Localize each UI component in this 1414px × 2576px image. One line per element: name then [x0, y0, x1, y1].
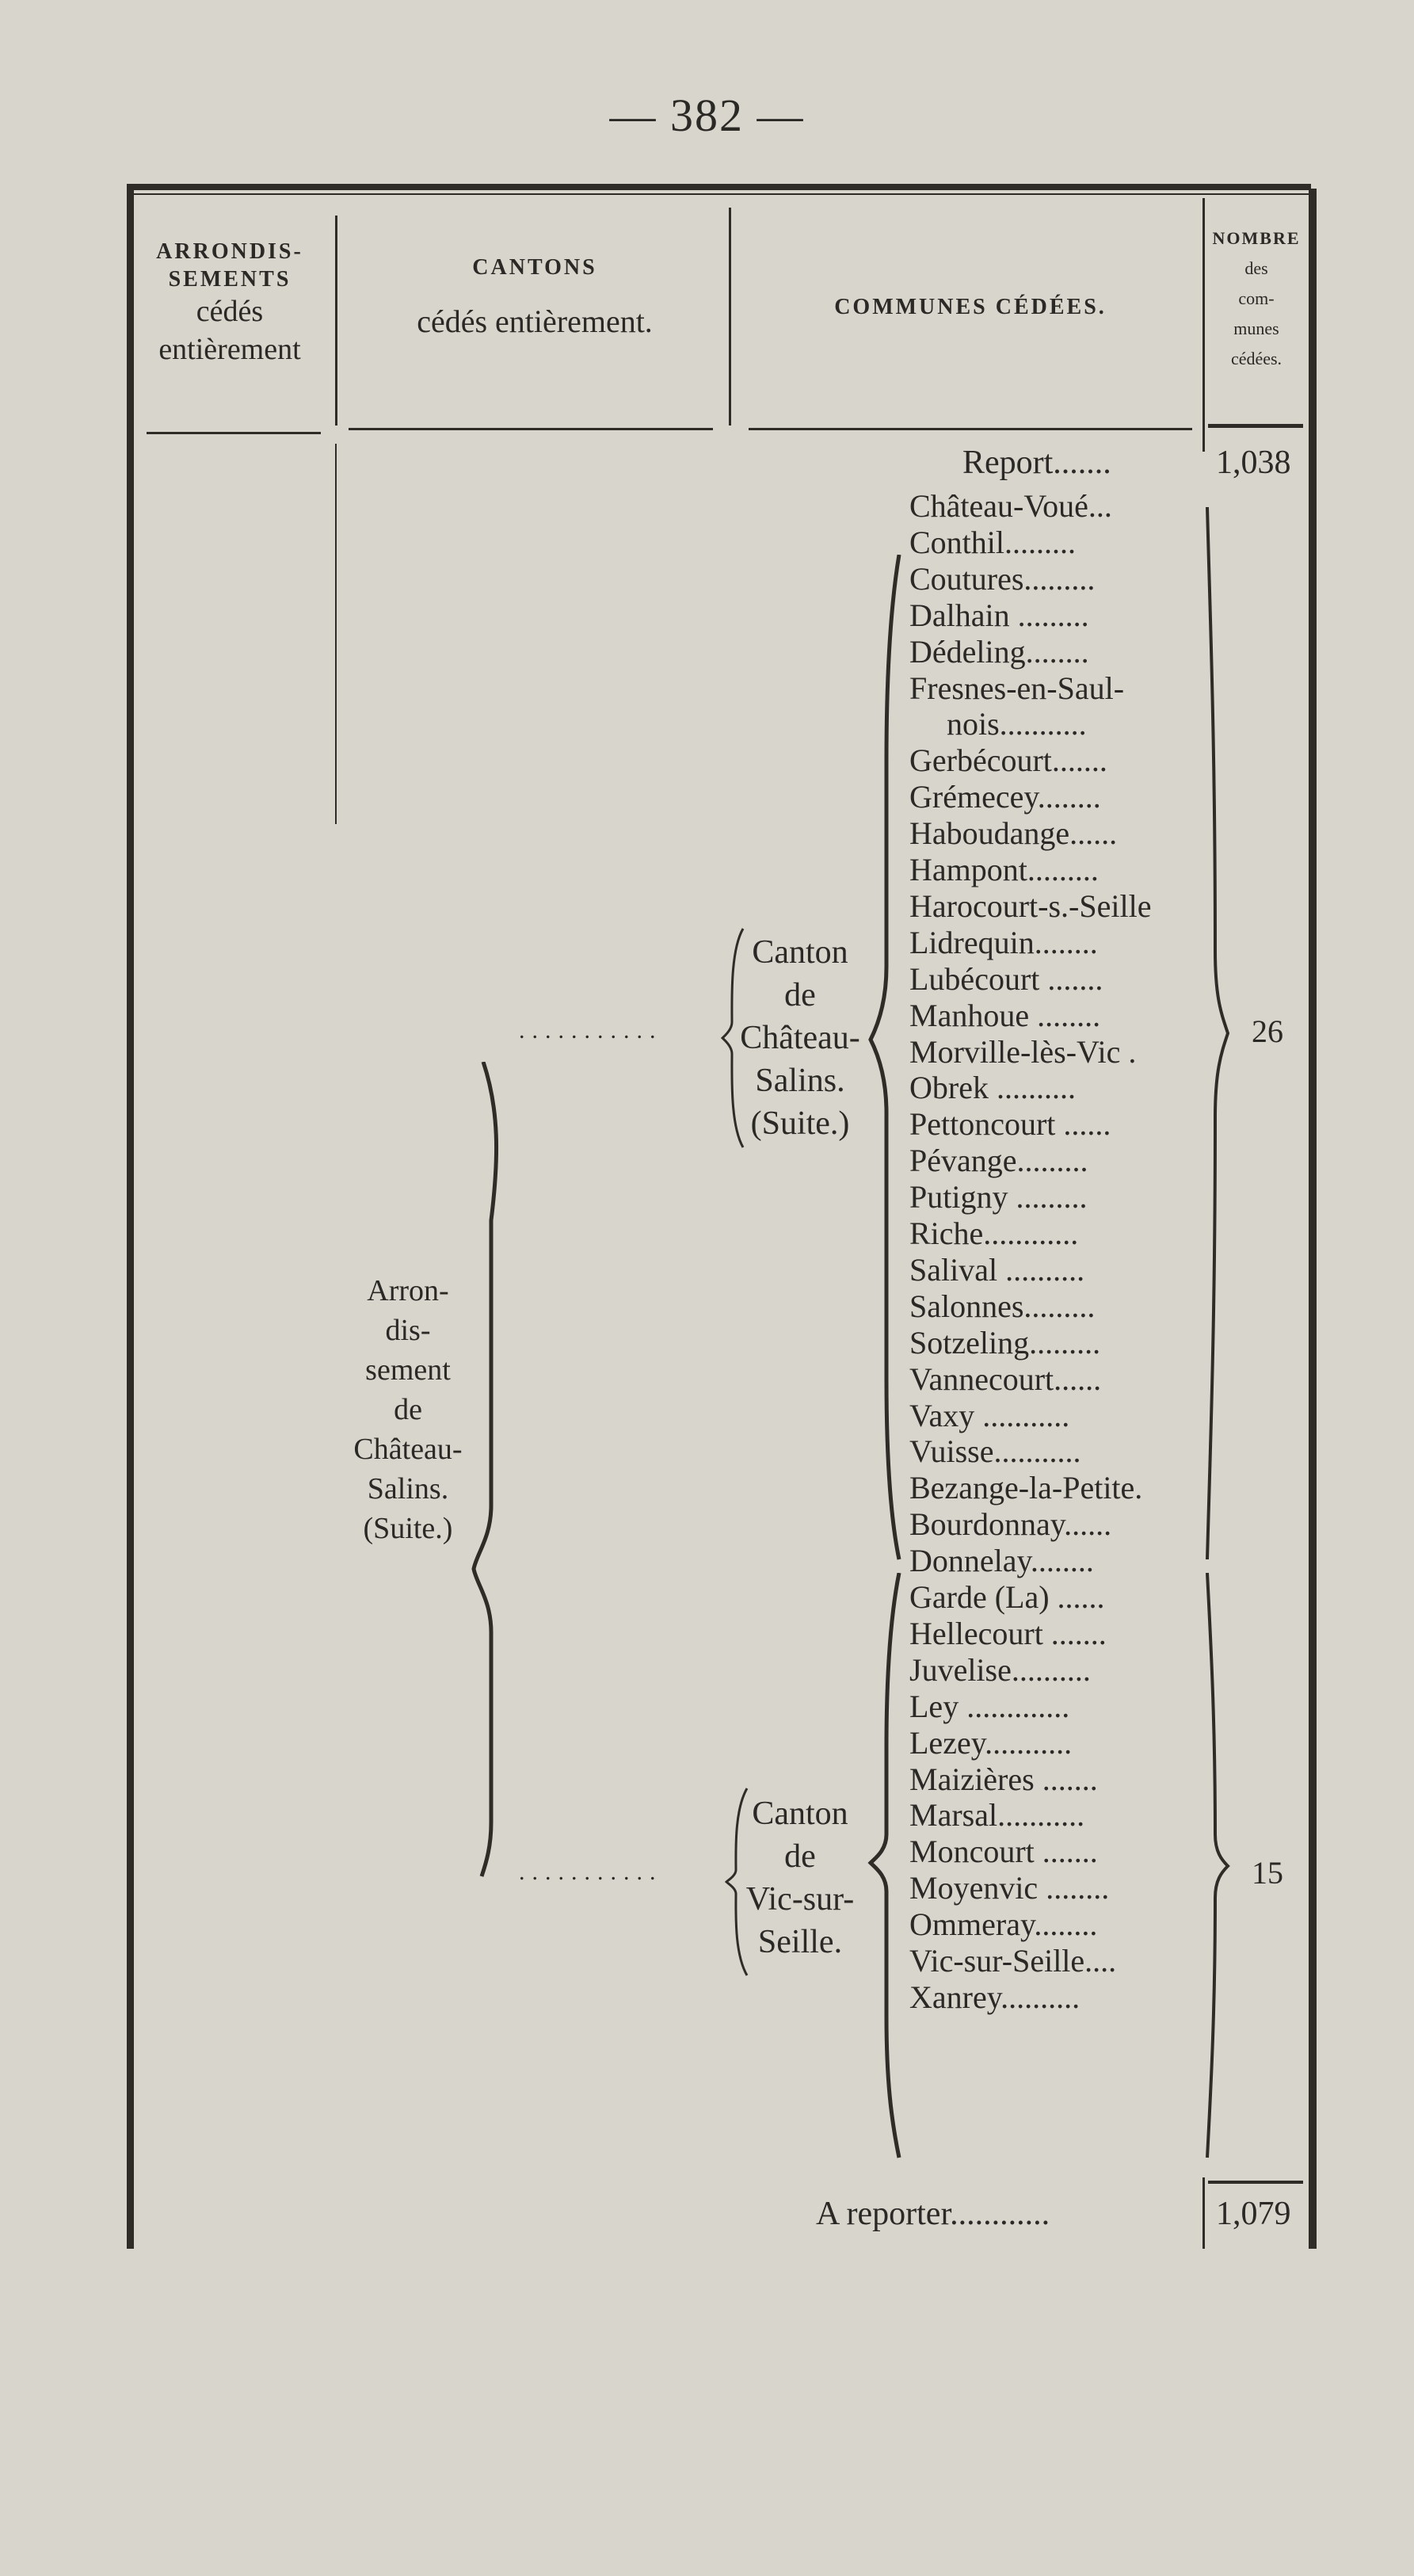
footer-value: 1,079	[1216, 2196, 1291, 2232]
commune-entry: Salonnes.........	[909, 1288, 1096, 1324]
commune-entry: Manhoue ........	[909, 997, 1101, 1033]
commune-entry: Ley .............	[909, 1688, 1070, 1724]
commune-entry: Moncourt .......	[909, 1834, 1098, 1870]
header-nombre-line-4: munes	[1233, 319, 1279, 338]
commune-entry: Bezange-la-Petite.	[909, 1470, 1143, 1506]
report-value: 1,038	[1216, 445, 1291, 481]
commune-entry: Riche............	[909, 1215, 1079, 1251]
report-label: Report.......	[962, 445, 1111, 481]
canton-2-line-1: Canton	[752, 1796, 848, 1832]
commune-entry: Vuisse...........	[909, 1433, 1081, 1470]
page-number: — 382 —	[609, 90, 805, 141]
arr-line-5: Château-	[353, 1433, 463, 1466]
commune-entry: Marsal...........	[909, 1797, 1085, 1834]
commune-entry: Bourdonnay......	[909, 1506, 1112, 1543]
commune-entry: Lezey...........	[909, 1724, 1073, 1761]
brace-communes-1	[867, 555, 907, 1561]
header-underline-cantons	[349, 428, 713, 430]
commune-entry: Juvelise..........	[909, 1651, 1091, 1688]
footer-label: A reporter............	[816, 2196, 1050, 2232]
col-divider-2	[729, 208, 731, 426]
arr-line-4: de	[394, 1393, 422, 1426]
table-left-border	[127, 189, 134, 2249]
header-arrondissements	[139, 238, 321, 368]
table-top-rule	[127, 184, 1311, 190]
commune-entry: Moyenvic ........	[909, 1870, 1110, 1906]
commune-entry: Grémecey........	[909, 779, 1101, 815]
canton-2-count: 15	[1252, 1855, 1283, 1891]
header-underline-communes	[749, 428, 1192, 430]
brace-communes-2	[867, 1573, 907, 2159]
canton-1-line-4: Salins.	[755, 1063, 845, 1099]
canton-1-line-5: (Suite.)	[750, 1105, 850, 1142]
commune-entry: Pettoncourt ......	[909, 1106, 1111, 1143]
commune-entry: Xanrey..........	[909, 1979, 1081, 2015]
commune-entry: Morville-lès-Vic .	[909, 1033, 1137, 1070]
header-nombre	[1206, 223, 1307, 374]
brace-canton-1-left	[721, 927, 745, 1149]
header-communes: COMMUNES CÉDÉES.	[834, 295, 1107, 319]
col-divider-3-bottom	[1202, 2177, 1205, 2249]
commune-entry: Salival ..........	[909, 1251, 1085, 1288]
commune-entry: Hampont.........	[909, 852, 1099, 887]
commune-entry: Dédeling........	[909, 633, 1089, 670]
header-arr-line-2: SEMENTS	[168, 267, 292, 292]
commune-entry: nois...........	[947, 706, 1087, 742]
commune-entry: Obrek ..........	[909, 1070, 1076, 1106]
canton-2-line-2: de	[784, 1838, 816, 1875]
commune-entry: Garde (La) ......	[909, 1579, 1105, 1615]
brace-arrondissement	[467, 1062, 515, 1878]
commune-entry: Fresnes-en-Saul-	[909, 670, 1125, 706]
leader-dots-canton-2: ...........	[519, 1859, 663, 1885]
footer-rule	[1208, 2181, 1303, 2184]
header-nombre-line-1: NOMBRE	[1212, 228, 1301, 248]
header-arr-line-4: entièrement	[158, 332, 301, 366]
arr-line-7: (Suite.)	[363, 1512, 453, 1545]
table-right-border	[1309, 189, 1317, 2249]
commune-entry: Maizières .......	[909, 1761, 1098, 1797]
commune-entry: Conthil.........	[909, 524, 1077, 560]
canton-1-count: 26	[1252, 1013, 1283, 1049]
commune-entry: Hellecourt .......	[909, 1615, 1107, 1651]
header-arr-line-1: ARRONDIS-	[156, 239, 303, 264]
header-underline-arr	[147, 432, 321, 434]
col-divider-3	[1202, 198, 1205, 452]
arr-line-6: Salins.	[367, 1472, 449, 1506]
brace-count-1	[1204, 507, 1236, 1561]
col-divider-1	[335, 216, 337, 426]
commune-entry: Vannecourt......	[909, 1361, 1102, 1397]
commune-entry: Gerbécourt.......	[909, 742, 1107, 779]
header-underline-nombre	[1208, 424, 1303, 428]
commune-entry: Vaxy ...........	[909, 1397, 1070, 1433]
header-nombre-line-2: des	[1244, 258, 1268, 278]
commune-entry: Harocourt-s.-Seille	[909, 887, 1152, 924]
table-top-rule-thin	[127, 193, 1311, 195]
header-nombre-line-3: com-	[1238, 288, 1275, 308]
brace-count-2	[1204, 1573, 1236, 2159]
commune-entry: Lidrequin........	[909, 924, 1098, 960]
commune-entry: Sotzeling.........	[909, 1324, 1101, 1361]
arr-line-3: sement	[365, 1353, 451, 1387]
commune-entry: Vic-sur-Seille....	[909, 1943, 1117, 1979]
commune-entry: Coutures.........	[909, 560, 1096, 597]
canton-2-line-3: Vic-sur-	[745, 1881, 855, 1918]
commune-entry: Donnelay........	[909, 1543, 1094, 1579]
commune-entry: Ommeray........	[909, 1906, 1098, 1943]
header-cantons	[349, 254, 721, 342]
header-nombre-line-5: cédées.	[1230, 349, 1283, 368]
brace-canton-2-left	[725, 1787, 749, 1977]
header-arr-line-3: cédés	[196, 295, 264, 328]
arr-line-1: Arron-	[367, 1274, 449, 1307]
arrondissement-label	[337, 1271, 479, 1548]
canton-chateau-salins-label	[737, 931, 863, 1145]
commune-entry: Putigny .........	[909, 1179, 1088, 1215]
commune-entry: Château-Voué...	[909, 488, 1112, 524]
canton-vic-sur-seille-label	[741, 1792, 859, 1963]
commune-entry: Lubécourt .......	[909, 960, 1103, 997]
header-cantons-line-1: CANTONS	[472, 255, 597, 280]
commune-entry: Pévange.........	[909, 1143, 1088, 1179]
canton-2-line-4: Seille.	[757, 1924, 843, 1960]
commune-entry: Dalhain .........	[909, 597, 1089, 633]
arr-line-2: dis-	[385, 1314, 431, 1347]
leader-dots-canton-1: ...........	[519, 1017, 663, 1044]
header-cantons-line-2: cédés entièrement.	[417, 303, 653, 339]
canton-1-line-3: Château-	[740, 1020, 860, 1056]
commune-entry: Haboudange......	[909, 815, 1118, 852]
canton-1-line-2: de	[784, 977, 816, 1013]
col-divider-1-body	[335, 444, 337, 824]
canton-1-line-1: Canton	[752, 934, 848, 971]
